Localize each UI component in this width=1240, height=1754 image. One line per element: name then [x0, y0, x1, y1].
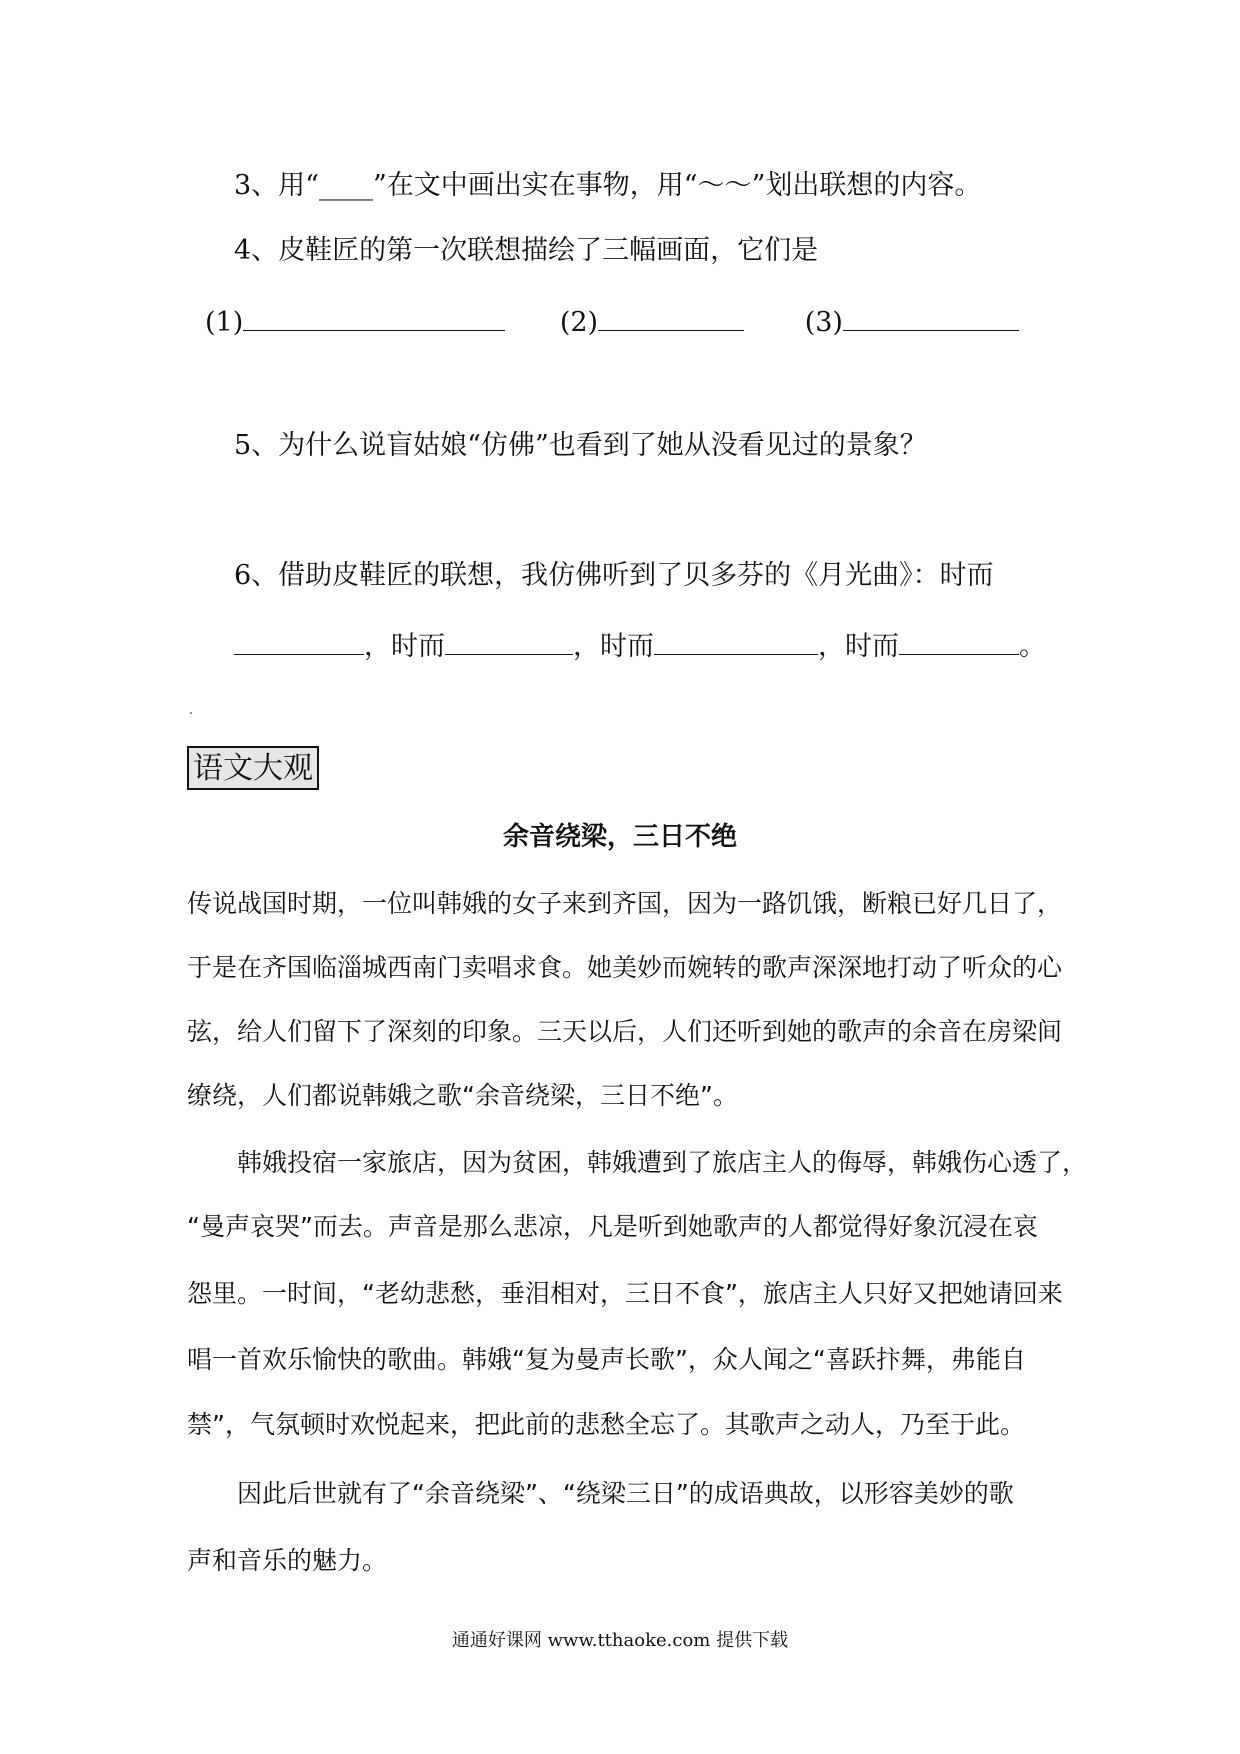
question-5-text: 5、为什么说盲姑娘“仿佛”也看到了她从没看见过的景象？ — [234, 430, 927, 461]
answer-blank-2[interactable] — [598, 303, 744, 331]
question-4-blank-row — [205, 303, 1019, 336]
article-line: 弦，给人们留下了深刻的印象。三天以后，人们还听到她的歌声的余音在房梁间 — [187, 1017, 1063, 1046]
page-footer: 通通好课网 www.tthaoke.com 提供下载 — [451, 1630, 789, 1651]
question-6-line-2 — [234, 627, 1046, 660]
section-header-label: 语文大观 — [193, 751, 313, 786]
answer-blank-3[interactable] — [843, 303, 1019, 331]
article-line: 禁”，气氛顿时欢悦起来，把此前的悲愁全忘了。其歌声之动人，乃至于此。 — [187, 1410, 1025, 1439]
q6-sep-2: ，时而 — [573, 631, 654, 662]
answer-blank-1[interactable] — [243, 303, 505, 331]
answer-blank-6b[interactable] — [445, 627, 573, 655]
blank-2-label: (2) — [559, 307, 599, 338]
question-6-text: 6、借助皮鞋匠的联想，我仿佛听到了贝多芬的《月光曲》：时而 — [234, 560, 994, 591]
q6-sep-1: ，时而 — [364, 631, 445, 662]
blank-1-label: (1) — [205, 307, 244, 338]
article-line: 唱一首欢乐愉快的歌曲。韩娥“复为曼声长歌”，众人闻之“喜跃抃舞，弗能自 — [187, 1345, 1026, 1374]
article-line: 因此后世就有了“余音绕梁”、“绕梁三日”的成语典故，以形容美妙的歌 — [237, 1479, 1014, 1508]
article-line: 声和音乐的魅力。 — [187, 1546, 388, 1575]
article-line: 韩娥投宿一家旅店，因为贫困，韩娥遭到了旅店主人的侮辱，韩娥伤心透了， — [237, 1148, 1088, 1177]
section-header-box — [187, 746, 319, 790]
question-3-text: 3、用“____”在文中画出实在事物，用“～～”划出联想的内容。 — [234, 170, 982, 201]
q6-sep-3: ，时而 — [818, 631, 899, 662]
scan-speck — [190, 712, 192, 714]
question-4-text: 4、皮鞋匠的第一次联想描绘了三幅画面，它们是 — [234, 235, 819, 266]
article-line: 于是在齐国临淄城西南门卖唱求食。她美妙而婉转的歌声深深地打动了听众的心 — [187, 953, 1063, 982]
question-5 — [234, 432, 927, 459]
answer-blank-6d[interactable] — [899, 627, 1019, 655]
article-line: 传说战国时期，一位叫韩娥的女子来到齐国，因为一路饥饿，断粮已好几日了， — [187, 889, 1063, 918]
answer-blank-6c[interactable] — [654, 627, 818, 655]
question-4 — [234, 237, 818, 264]
answer-blank-6a[interactable] — [234, 627, 364, 655]
blank-3-label: (3) — [804, 307, 843, 338]
question-6-line-1 — [234, 562, 994, 589]
question-3 — [234, 172, 981, 199]
article-line: 缭绕，人们都说韩娥之歌“余音绕梁，三日不绝”。 — [187, 1081, 738, 1110]
article-line: 怨里。一时间，“老幼悲愁，垂泪相对，三日不食”，旅店主人只好又把她请回来 — [187, 1279, 1063, 1308]
q6-end: 。 — [1019, 631, 1046, 662]
article-title: 余音绕梁，三日不绝 — [502, 822, 737, 852]
article-line: “曼声哀哭”而去。声音是那么悲凉，凡是听到她歌声的人都觉得好象沉浸在哀 — [187, 1212, 1038, 1241]
